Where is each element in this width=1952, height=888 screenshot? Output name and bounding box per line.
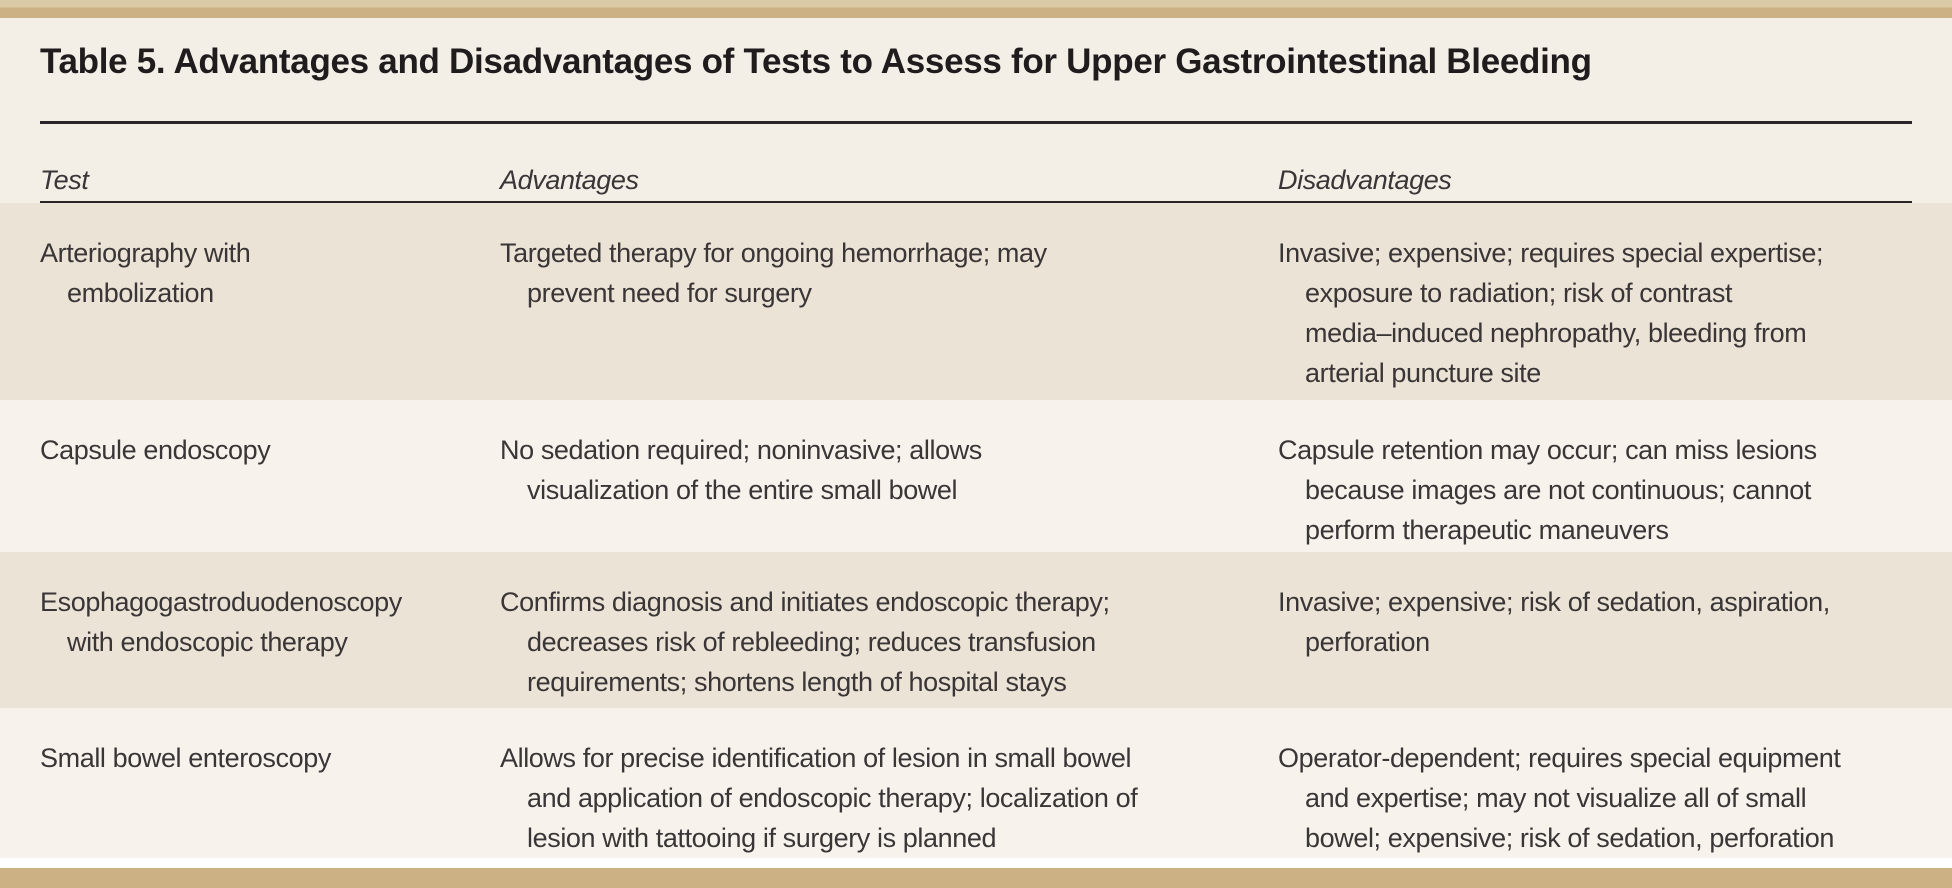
cell-advantages: Confirms diagnosis and initiates endoscopic therapy; decreases risk of rebleeding; reduces transfusion requirements; shortens length of hospital stays <box>500 587 1110 697</box>
column-header-test: Test <box>40 165 89 195</box>
table-title: Table 5. Advantages and Disadvantages of Tests to Assess for Upper Gastrointestinal Bleeding <box>40 42 1592 81</box>
bottom-accent-bar <box>0 868 1952 888</box>
table-row <box>0 552 1952 708</box>
cell-test: Small bowel enteroscopy <box>40 743 331 773</box>
table-row <box>0 708 1952 858</box>
top-accent-bar <box>0 0 1952 18</box>
cell-disadvantages: Operator-dependent; requires special equipment and expertise; may not visualize all of small bowel; expensive; risk of sedation, perforation <box>1278 743 1841 853</box>
column-header-advantages: Advantages <box>500 165 639 195</box>
column-header-row <box>40 160 1912 200</box>
cell-advantages: No sedation required; noninvasive; allows visualization of the entire small bowel <box>500 435 982 505</box>
table-row <box>0 400 1952 552</box>
cell-test: Arteriography with embolization <box>40 238 251 308</box>
cell-advantages: Targeted therapy for ongoing hemorrhage; may prevent need for surgery <box>500 238 1047 308</box>
cell-disadvantages: Invasive; expensive; risk of sedation, aspiration, perforation <box>1278 587 1830 657</box>
cell-disadvantages: Invasive; expensive; requires special expertise; exposure to radiation; risk of contrast media–induced nephropathy, bleeding from arterial puncture site <box>1278 238 1824 388</box>
table-body <box>0 203 1952 858</box>
cell-test: Esophagogastroduodenoscopy with endoscopic therapy <box>40 587 402 657</box>
cell-advantages: Allows for precise identification of lesion in small bowel and application of endoscopic therapy; localization of lesion with tattooing if surgery is planned <box>500 743 1138 853</box>
cell-disadvantages: Capsule retention may occur; can miss lesions because images are not continuous; cannot perform therapeutic maneuvers <box>1278 435 1817 545</box>
title-rule <box>40 121 1912 124</box>
column-header-disadvantages: Disadvantages <box>1278 165 1452 195</box>
table-row <box>0 203 1952 400</box>
table-5 <box>0 18 1952 855</box>
cell-test: Capsule endoscopy <box>40 435 271 465</box>
